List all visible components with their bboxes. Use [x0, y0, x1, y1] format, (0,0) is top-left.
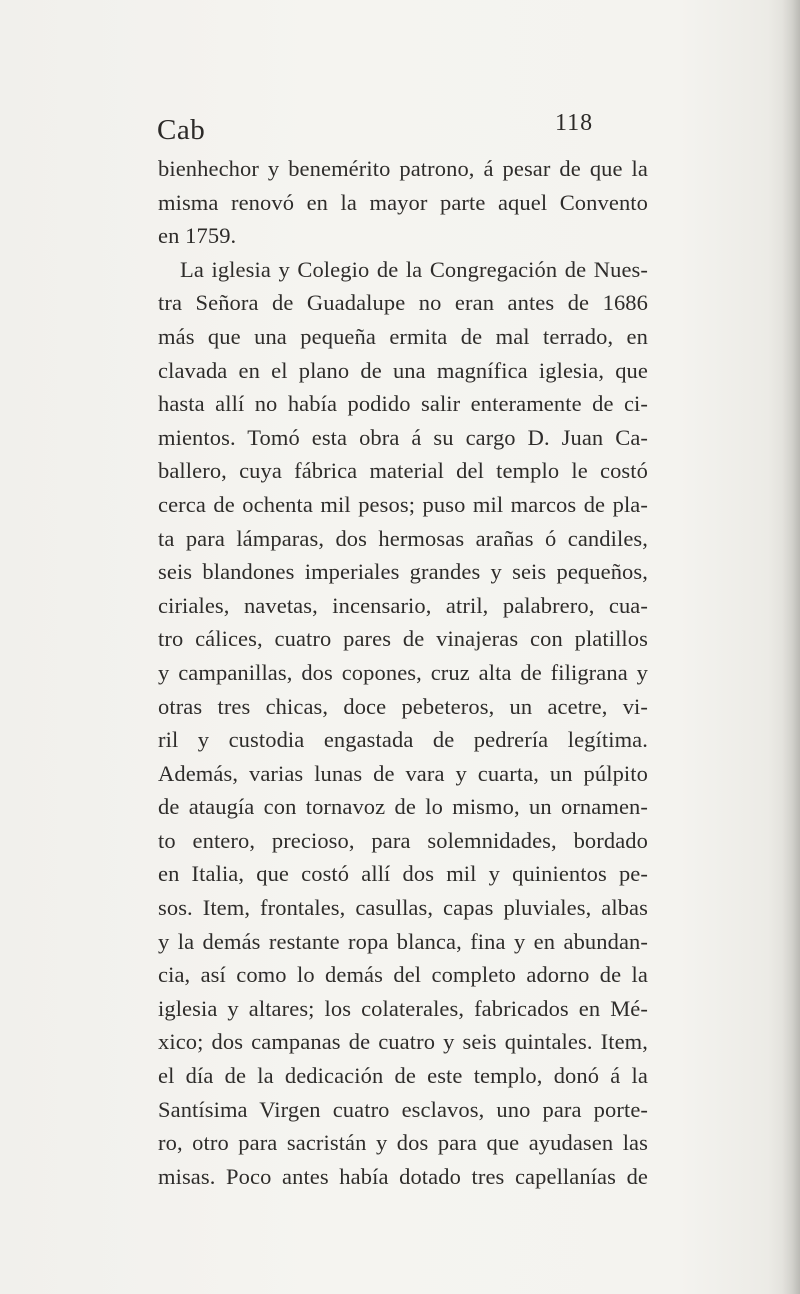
text-line: misas. Poco antes había dotado tres capellanías de: [158, 1163, 648, 1189]
text-line: y campanillas, dos copones, cruz alta de filigrana y: [158, 659, 648, 685]
text-line: el día de la dedicación de este templo, donó á la: [158, 1063, 648, 1089]
text-line: ril y custodia engastada de pedrería legítima.: [158, 727, 648, 753]
text-line: misma renovó en la mayor parte aquel Convento: [158, 189, 648, 215]
text-line: Santísima Virgen cuatro esclavos, uno para porte-: [158, 1096, 648, 1122]
text-line: más que una pequeña ermita de mal terrado, en: [158, 323, 648, 349]
text-line: tra Señora de Guadalupe no eran antes de 1686: [158, 290, 648, 316]
text-line: sos. Item, frontales, casullas, capas pluviales, albas: [158, 895, 648, 921]
text-line: hasta allí no había podido salir enteramente de ci-: [158, 391, 648, 417]
text-line: ro, otro para sacristán y dos para que ayudasen las: [158, 1130, 648, 1156]
page-edge-shadow: [782, 0, 800, 1294]
text-line: otras tres chicas, doce pebeteros, un acetre, vi-: [158, 693, 648, 719]
text-line: ta para lámparas, dos hermosas arañas ó candiles,: [158, 525, 648, 551]
text-line: Además, varias lunas de vara y cuarta, un púlpito: [158, 760, 648, 786]
text-line: xico; dos campanas de cuatro y seis quintales. Item,: [158, 1029, 648, 1055]
text-line: cia, así como lo demás del completo adorno de la: [158, 962, 648, 988]
text-line: y la demás restante ropa blanca, fina y en abundan-: [158, 928, 648, 954]
text-line: de ataugía con tornavoz de lo mismo, un ornamen-: [158, 794, 648, 820]
text-line: seis blandones imperiales grandes y seis pequeños,: [158, 559, 648, 585]
text-line: bienhechor y benemérito patrono, á pesar de que la: [158, 156, 648, 181]
body-text: [158, 152, 648, 1193]
page-number: 118: [555, 110, 594, 136]
text-line: tro cálices, cuatro pares de vinajeras con platillos: [158, 626, 648, 652]
text-line: en Italia, que costó allí dos mil y quinientos pe-: [158, 861, 648, 887]
text-line: mientos. Tomó esta obra á su cargo D. Juan Ca-: [158, 424, 648, 450]
text-line: ballero, cuya fábrica material del templo le costó: [158, 458, 648, 484]
paragraph-start-line: La iglesia y Colegio de la Congregación de Nues-: [180, 256, 648, 282]
text-line: ciriales, navetas, incensario, atril, palabrero, cua-: [158, 592, 648, 618]
text-line: cerca de ochenta mil pesos; puso mil marcos de pla-: [158, 491, 648, 517]
text-line: iglesia y altares; los colaterales, fabricados en Mé-: [158, 995, 648, 1021]
text-line: to entero, precioso, para solemnidades, bordado: [158, 827, 648, 853]
text-line: clavada en el plano de una magnífica iglesia, que: [158, 357, 648, 383]
running-head: Cab: [157, 114, 206, 146]
text-line: en 1759.: [158, 223, 237, 249]
